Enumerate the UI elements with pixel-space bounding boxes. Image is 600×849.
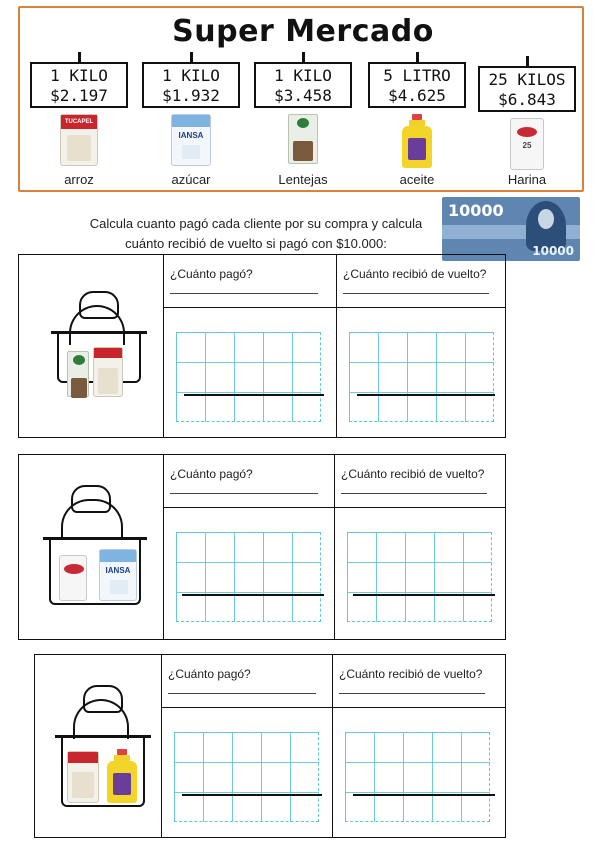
- product-qty: 1 KILO: [50, 66, 108, 85]
- product-azucar: [136, 52, 246, 192]
- result-line: [357, 394, 495, 396]
- change-work-cell: [334, 507, 506, 640]
- paid-label: ¿Cuánto pagó?: [170, 267, 253, 281]
- product-qty: 1 KILO: [274, 66, 332, 85]
- bag-cell: [34, 654, 162, 838]
- paid-header-cell: [163, 254, 337, 308]
- change-work-cell: [332, 707, 506, 838]
- product-aceite: [362, 52, 472, 192]
- rice-bag-image: [60, 114, 98, 166]
- change-label: ¿Cuánto recibió de vuelto?: [343, 267, 487, 281]
- change-work-cell: [336, 307, 506, 438]
- product-name: aceite: [399, 172, 435, 187]
- result-line: [184, 394, 324, 396]
- product-price: $4.625: [388, 86, 446, 105]
- oil-bottle-image: [105, 749, 139, 803]
- lentil-bag-image: [288, 114, 318, 164]
- price-sign: [30, 62, 128, 108]
- sugar-bag-image: [99, 549, 137, 601]
- paid-work-cell: [161, 707, 333, 838]
- exercise-3: [34, 654, 506, 838]
- result-line: [353, 794, 495, 796]
- calc-grid[interactable]: [349, 332, 494, 422]
- product-price: $3.458: [274, 86, 332, 105]
- price-sign: [142, 62, 240, 108]
- market-box: [18, 6, 584, 192]
- paid-answer-line[interactable]: [170, 293, 318, 294]
- product-name: azúcar: [171, 172, 211, 187]
- exercise-1: [18, 254, 506, 438]
- price-sign: [478, 66, 576, 112]
- product-name: Lentejas: [278, 172, 328, 187]
- flour-bag-image: [59, 555, 87, 601]
- product-lentejas: [248, 52, 358, 192]
- paid-work-cell: [163, 307, 337, 438]
- price-sign: [368, 62, 466, 108]
- product-harina: [472, 56, 582, 196]
- flour-bag-image: [510, 118, 544, 170]
- brand-label: 25: [522, 141, 532, 150]
- result-line: [182, 594, 324, 596]
- sugar-bag-image: [171, 114, 211, 166]
- banknote-amount: 10000: [448, 201, 504, 220]
- brand-label: TUCAPEL: [64, 119, 94, 125]
- change-header-cell: [336, 254, 506, 308]
- calc-grid[interactable]: [176, 332, 321, 422]
- product-qty: 1 KILO: [162, 66, 220, 85]
- result-line: [182, 794, 322, 796]
- product-arroz: [24, 52, 134, 192]
- change-answer-line[interactable]: [341, 493, 487, 494]
- product-price: $1.932: [162, 86, 220, 105]
- product-name: Harina: [507, 172, 547, 187]
- lentil-bag-image: [67, 351, 89, 397]
- product-price: $2.197: [50, 86, 108, 105]
- brand-label: IANSA: [178, 131, 204, 140]
- paid-header-cell: [161, 654, 333, 708]
- result-line: [353, 594, 495, 596]
- change-label: ¿Cuánto recibió de vuelto?: [339, 667, 483, 681]
- change-answer-line[interactable]: [343, 293, 489, 294]
- paid-answer-line[interactable]: [170, 493, 318, 494]
- instructions-line-1: Calcula cuanto pagó cada cliente por su compra y calcula: [89, 216, 423, 231]
- instructions: [62, 214, 450, 254]
- paid-answer-line[interactable]: [168, 693, 316, 694]
- rice-bag-image: [93, 347, 123, 397]
- calc-grid[interactable]: [345, 732, 490, 822]
- instructions-line-2: cuánto recibió de vuelto si pagó con $10.000:: [125, 236, 387, 251]
- oil-bottle-image: [400, 114, 434, 168]
- product-qty: 5 LITRO: [383, 66, 451, 85]
- paid-work-cell: [163, 507, 335, 640]
- change-answer-line[interactable]: [339, 693, 485, 694]
- product-qty: 25 KILOS: [488, 70, 566, 89]
- calc-grid[interactable]: [174, 732, 319, 822]
- calc-grid[interactable]: [347, 532, 492, 622]
- exercise-2: [18, 454, 506, 640]
- page-title: Super Mercado: [172, 14, 434, 49]
- banknote-image: [442, 197, 580, 261]
- change-header-cell: [334, 454, 506, 508]
- calc-grid[interactable]: [176, 532, 321, 622]
- bag-cell: [18, 454, 164, 640]
- change-header-cell: [332, 654, 506, 708]
- bag-cell: [18, 254, 164, 438]
- paid-label: ¿Cuánto pagó?: [170, 467, 253, 481]
- paid-header-cell: [163, 454, 335, 508]
- product-name: arroz: [64, 172, 94, 187]
- rice-bag-image: [67, 751, 99, 803]
- price-sign: [254, 62, 352, 108]
- paid-label: ¿Cuánto pagó?: [168, 667, 251, 681]
- brand-label: IANSA: [105, 566, 131, 575]
- change-label: ¿Cuánto recibió de vuelto?: [341, 467, 485, 481]
- banknote-amount-small: 10000: [532, 244, 574, 258]
- product-price: $6.843: [498, 90, 556, 109]
